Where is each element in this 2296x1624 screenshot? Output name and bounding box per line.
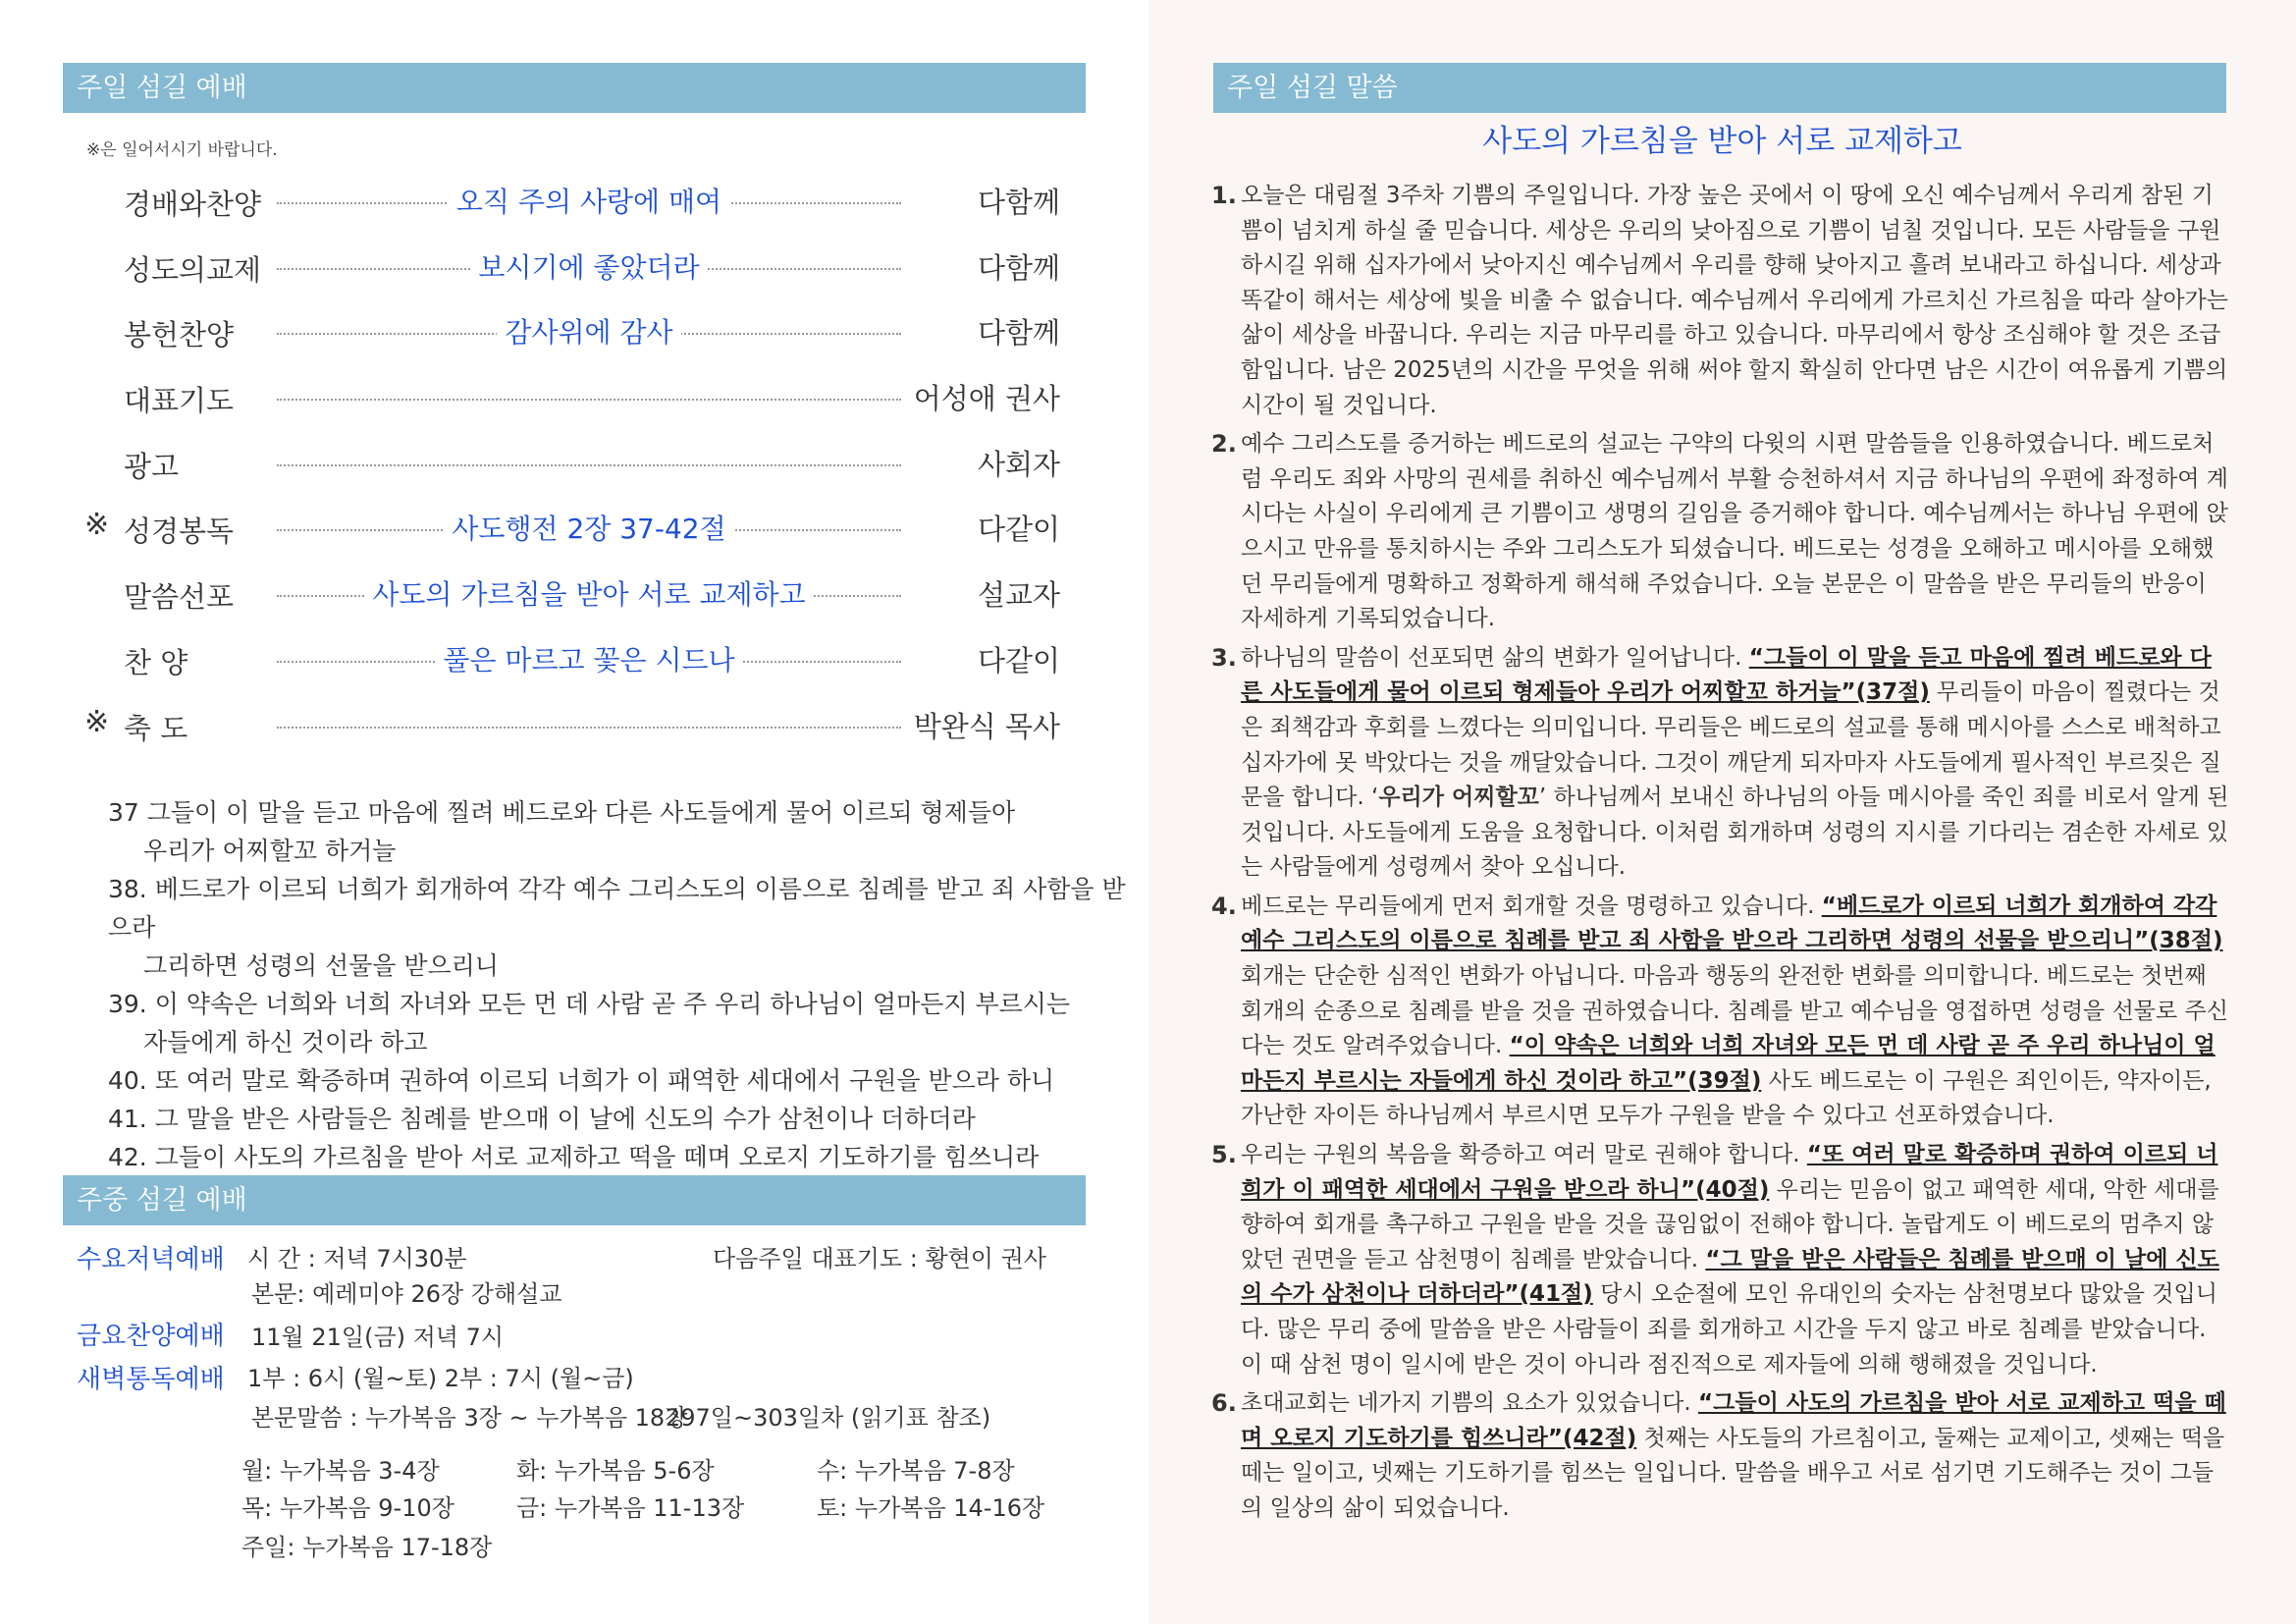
weekday-worship-header: 주중 섬길 예배 (63, 1175, 1086, 1225)
paragraph-number: 3. (1211, 643, 1237, 672)
sunday-worship-header: 주일 섬길 예배 (63, 63, 1086, 113)
sermon-paragraph (1211, 641, 2232, 886)
sermon-paragraphs (1211, 179, 2232, 1531)
scripture-quote: “이 약속은 너희와 너희 자녀와 모든 먼 데 사람 곧 주 우리 하나님이 얼마든지 부르시는 자들에게 하신 것이라 하고”(39절) (1241, 1033, 2216, 1094)
paragraph-number: 1. (1211, 182, 1237, 209)
fri-time: 11월 21일(금) 저녁 7시 (251, 1324, 505, 1351)
verse-line: 42. 그들이 사도의 가르침을 받아 서로 교제하고 떡을 떼며 오로지 기도하기를 힘쓰니라 (108, 1143, 1040, 1171)
order-label: 대표기도 (124, 384, 235, 417)
order-label: 찬 양 (124, 646, 188, 679)
verse-line: 41. 그 말을 받은 사람들은 침례를 받으매 이 날에 신도의 수가 삼천이나 더하더라 (108, 1105, 976, 1133)
verse (108, 1061, 1139, 1100)
verse-continuation: 자들에게 하신 것이라 하고 (143, 1028, 428, 1056)
dawn-label: 새벽통독예배 (77, 1365, 225, 1394)
paragraph-text: 우리는 믿음이 없고 패역한 세대, 악한 세대를 향하여 회개를 촉구하고 구원을 받을 것을 끊임없이 전해야 합니다. 놀랍게도 이 베드로의 멈추지 않았던 권면을 듣고 삼천명이 침례를 받았습니다. (1241, 1176, 2219, 1272)
dawn-time: 1부 : 6시 (월~토) 2부 : 7시 (월~금) (247, 1365, 634, 1392)
fri-label: 금요찬양예배 (77, 1322, 225, 1351)
verse-line: 38. 베드로가 이르되 너희가 회개하여 각각 예수 그리스도의 이름으로 침례를 받고 죄 사함을 받으라 (108, 875, 1126, 942)
dotted-leader (277, 727, 901, 729)
paragraph-text: 하나님의 말씀이 선포되면 삶의 변화가 일어납니다. (1241, 644, 1749, 671)
scripture-quote: “그 말을 받은 사람들은 침례를 받으매 이 날에 신도의 수가 삼천이나 더하더라”(41절) (1241, 1246, 2219, 1308)
order-title (277, 181, 901, 220)
sermon-paragraph (1211, 890, 2232, 1134)
order-label: 축 도 (124, 712, 188, 745)
standing-mark: ※ (84, 705, 110, 739)
paragraph-text: 베드로는 무리들에게 먼저 회개할 것을 명령하고 있습니다. (1241, 893, 1822, 919)
order-leader: 설교자 (977, 578, 1060, 612)
sermon-paragraph (1211, 179, 2232, 423)
order-row (0, 181, 1148, 220)
verse-continuation: 그리하면 성령의 선물을 받으리니 (143, 951, 499, 980)
verse (108, 1138, 1139, 1176)
verse (108, 985, 1139, 1061)
order-title (277, 508, 901, 547)
sermon-header: 주일 섬길 말씀 (1213, 63, 2226, 113)
next-prayer: 다음주일 대표기도 : 황현이 권사 (713, 1245, 1046, 1272)
schedule-item: 주일: 누가복음 17-18장 (241, 1534, 493, 1561)
schedule-item: 화: 누가복음 5-6장 (516, 1457, 715, 1485)
standing-note: ※은 일어서시기 바랍니다. (86, 140, 278, 160)
order-title-text: 사도행전 2장 37-42절 (444, 513, 733, 545)
scripture-verses (108, 793, 1139, 1176)
paragraph-text: 무리들이 마음이 찔렸다는 것은 죄책감과 후회를 느꼈다는 의미입니다. 무리들은 베드로의 설교를 통해 메시아를 스스로 배척하고 십자가에 못 박았다는 것을 깨달았습니다. 그것이 깨닫게 되자마자 사도들에게 필사적인 부르짖은 질문을 합니다. ‘ (1241, 679, 2221, 811)
paragraph-text: 초대교회는 네가지 기쁨의 요소가 있었습니다. (1241, 1390, 1699, 1417)
paragraph-number: 2. (1211, 430, 1237, 459)
dotted-leader (277, 399, 901, 401)
paragraph-number: 5. (1211, 1141, 1237, 1169)
paragraph-number: 4. (1211, 892, 1237, 920)
verse-line: 39. 이 약속은 너희와 너희 자녀와 모든 먼 데 사람 곧 주 우리 하나님이 얼마든지 부르시는 (108, 990, 1071, 1018)
sermon-paragraph (1211, 1386, 2232, 1526)
order-title (277, 639, 901, 678)
order-label: 말씀선포 (124, 580, 235, 614)
sermon-paragraph (1211, 427, 2232, 637)
scripture-quote: “그들이 사도의 가르침을 받아 서로 교제하고 떡을 떼며 오로지 기도하기를 힘쓰니라”(42절) (1241, 1390, 2226, 1451)
paragraph-text: 회개는 단순한 심적인 변화가 아닙니다. 마음과 행동의 완전한 변화를 의미합니다. 베드로는 첫번째 회개의 순종으로 침례를 받을 것을 권하였습니다. 침례를 받고 예수님을 영접하면 성령을 선물로 주신다는 것도 알려주었습니다. (1241, 963, 2228, 1059)
paragraph-text: 오늘은 대림절 3주차 기쁨의 주일입니다. 가장 높은 곳에서 이 땅에 오신 예수님께서 우리게 참된 기쁨이 넘치게 하실 줄 믿습니다. 세상은 우리의 낮아짐으로 기쁨이 넘칠 것입니다. 모든 사람들을 구원하시길 위해 십자가에서 낮아지신 예수님께서 우리를 향해 낮아지고 흘려 보내라고 하십니다. 세상과 똑같이 해서는 세상에 빛을 비출 수 없습니다. 예수님께서 우리에게 가르치신 가르침을 따라 살아가는 삶이 세상을 바꿉니다. 우리는 지금 마무리를 하고 있습니다. 마무리에서 항상 조심해야 할 것은 조급함입니다. 남은 2025년의 시간을 무엇을 위해 써야 할지 확실히 안다면 남은 시간이 여유롭게 기쁨의 시간이 될 것입니다. (1241, 183, 2228, 418)
order-leader: 사회자 (977, 448, 1060, 481)
order-label: 경배와찬양 (124, 188, 262, 221)
wed-text: 본문: 예레미야 26장 강해설교 (251, 1280, 562, 1308)
order-leader: 다같이 (977, 513, 1060, 546)
order-row (0, 311, 1148, 351)
schedule-item: 수: 누가복음 7-8장 (817, 1457, 1015, 1485)
emphasis: 우리가 어찌할꼬 (1378, 785, 1539, 811)
paragraph-text: 당시 오순절에 모인 유대인의 숫자는 삼천명보다 많았을 것입니다. 많은 무리 중에 말씀을 받은 사람들이 죄를 회개하고 시간을 두지 않고 바로 침례를 받았습니다. 이 때 삼천 명이 일시에 받은 것이 아니라 점진적으로 제자들에 의해 행해졌을 것입니다. (1241, 1281, 2217, 1378)
verse (108, 1100, 1139, 1138)
verse-line: 40. 또 여러 말로 확증하며 권하여 이르되 너희가 이 패역한 세대에서 구원을 받으라 하니 (108, 1066, 1055, 1095)
order-leader: 다함께 (977, 186, 1060, 219)
verse (108, 793, 1139, 870)
schedule-item: 목: 누가복음 9-10장 (241, 1494, 454, 1522)
order-row (0, 573, 1148, 613)
schedule-item: 금: 누가복음 11-13장 (516, 1494, 745, 1522)
paragraph-number: 6. (1211, 1389, 1237, 1418)
paragraph-text: 예수 그리스도를 증거하는 베드로의 설교는 구약의 다윗의 시편 말씀들을 인용하였습니다. 베드로처럼 우리도 죄와 사망의 권세를 취하신 예수님께서 부활 승천하셔서 지금 하나님의 우편에 좌정하여 계시다는 사실이 우리에게 큰 기쁨이고 생명의 길임을 증거해야 합니다. 예수님께서는 하나님 우편에 앉으시고 만유를 통치하시는 주와 그리스도가 되셨습니다. 베드로는 성경을 오해하고 메시아를 오해했던 무리들에게 명확하고 정확하게 해석해 주었습니다. 오늘 본문은 이 말씀을 받은 무리들의 반응이 자세하게 기록되었습니다. (1241, 431, 2228, 632)
dawn-text: 본문말씀 : 누가복음 3장 ~ 누가복음 18장 (251, 1404, 688, 1432)
verse-line: 37 그들이 이 말을 듣고 마음에 찔려 베드로와 다른 사도들에게 물어 이르되 형제들아 (108, 798, 1016, 827)
order-title-text: 오직 주의 사랑에 매여 (449, 186, 729, 218)
paragraph-text: ’ 하나님께서 보내신 하나님의 아들 메시아를 죽인 죄를 비로서 알게 된 것입니다. 사도들에게 도움을 요청합니다. 이처럼 회개하며 성령의 지시를 기다리는 겸손한 자세로 있는 사람들에게 성령께서 찾아 오십니다. (1241, 785, 2229, 881)
scripture-quote: “베드로가 이르되 너희가 회개하여 각각 예수 그리스도의 이름으로 침례를 받고 죄 사함을 받으라 그리하면 성령의 선물을 받으리니”(38절) (1241, 893, 2223, 954)
order-leader: 다함께 (977, 316, 1060, 350)
dawn-days: 297일~303일차 (읽기표 참조) (666, 1404, 991, 1432)
schedule-item: 토: 누가복음 14-16장 (817, 1494, 1045, 1522)
order-row (0, 246, 1148, 286)
sermon-title: 사도의 가르침을 받아 서로 교제하고 (1482, 124, 1962, 159)
sermon-paragraph (1211, 1138, 2232, 1382)
order-leader: 다함께 (977, 251, 1060, 285)
verse (108, 870, 1139, 985)
order-leader: 어성애 권사 (913, 382, 1060, 415)
order-label: 성도의교제 (124, 253, 262, 287)
order-row (0, 639, 1148, 678)
standing-mark: ※ (84, 508, 110, 542)
order-title (277, 573, 901, 613)
paragraph-text: 첫째는 사도들의 가르침이고, 둘째는 교제이고, 셋째는 떡을 떼는 일이고, 넷째는 기도하기를 힘쓰는 일입니다. 말씀을 배우고 서로 섬기면 기도해주는 것이 그들의 일상의 삶이 되었습니다. (1241, 1425, 2225, 1521)
verse-continuation: 우리가 어찌할꼬 하거늘 (143, 837, 397, 865)
order-leader: 다같이 (977, 644, 1060, 677)
wed-time: 시 간 : 저녁 7시30분 (247, 1245, 467, 1272)
order-title-text: 사도의 가르침을 받아 서로 교제하고 (364, 578, 813, 611)
order-leader: 박완식 목사 (913, 710, 1060, 743)
order-row (0, 443, 1148, 482)
order-label: 광고 (124, 450, 180, 483)
order-title (277, 311, 901, 351)
schedule-item: 월: 누가복음 3-4장 (241, 1457, 440, 1485)
scripture-quote: “또 여러 말로 확증하며 권하여 이르되 너희가 이 패역한 세대에서 구원을 받으라 하니”(40절) (1241, 1142, 2218, 1203)
paragraph-text: 사도 베드로는 이 구원은 죄인이든, 약자이든, 가난한 자이든 하나님께서 부르시면 모두가 구원을 받을 수 있다고 선포하였습니다. (1241, 1067, 2212, 1129)
order-title-text: 풀은 마르고 꽃은 시드나 (435, 644, 742, 677)
dotted-leader (277, 464, 901, 466)
order-title (277, 246, 901, 286)
order-row (0, 705, 1148, 744)
order-label: 봉헌찬양 (124, 318, 235, 352)
scripture-quote: “그들이 이 말을 듣고 마음에 찔려 베드로와 다른 사도들에게 물어 이르되 형제들아 우리가 어찌할꼬 하거늘”(37절) (1241, 644, 2212, 706)
order-title-text: 감사위에 감사 (497, 316, 680, 349)
order-title-text: 보시기에 좋았더라 (470, 251, 707, 284)
paragraph-text: 우리는 구원의 복음을 확증하고 여러 말로 권해야 합니다. (1241, 1142, 1807, 1168)
wed-label: 수요저녁예배 (77, 1245, 225, 1274)
order-row (0, 377, 1148, 416)
order-row (0, 508, 1148, 547)
order-label: 성경봉독 (124, 514, 235, 548)
